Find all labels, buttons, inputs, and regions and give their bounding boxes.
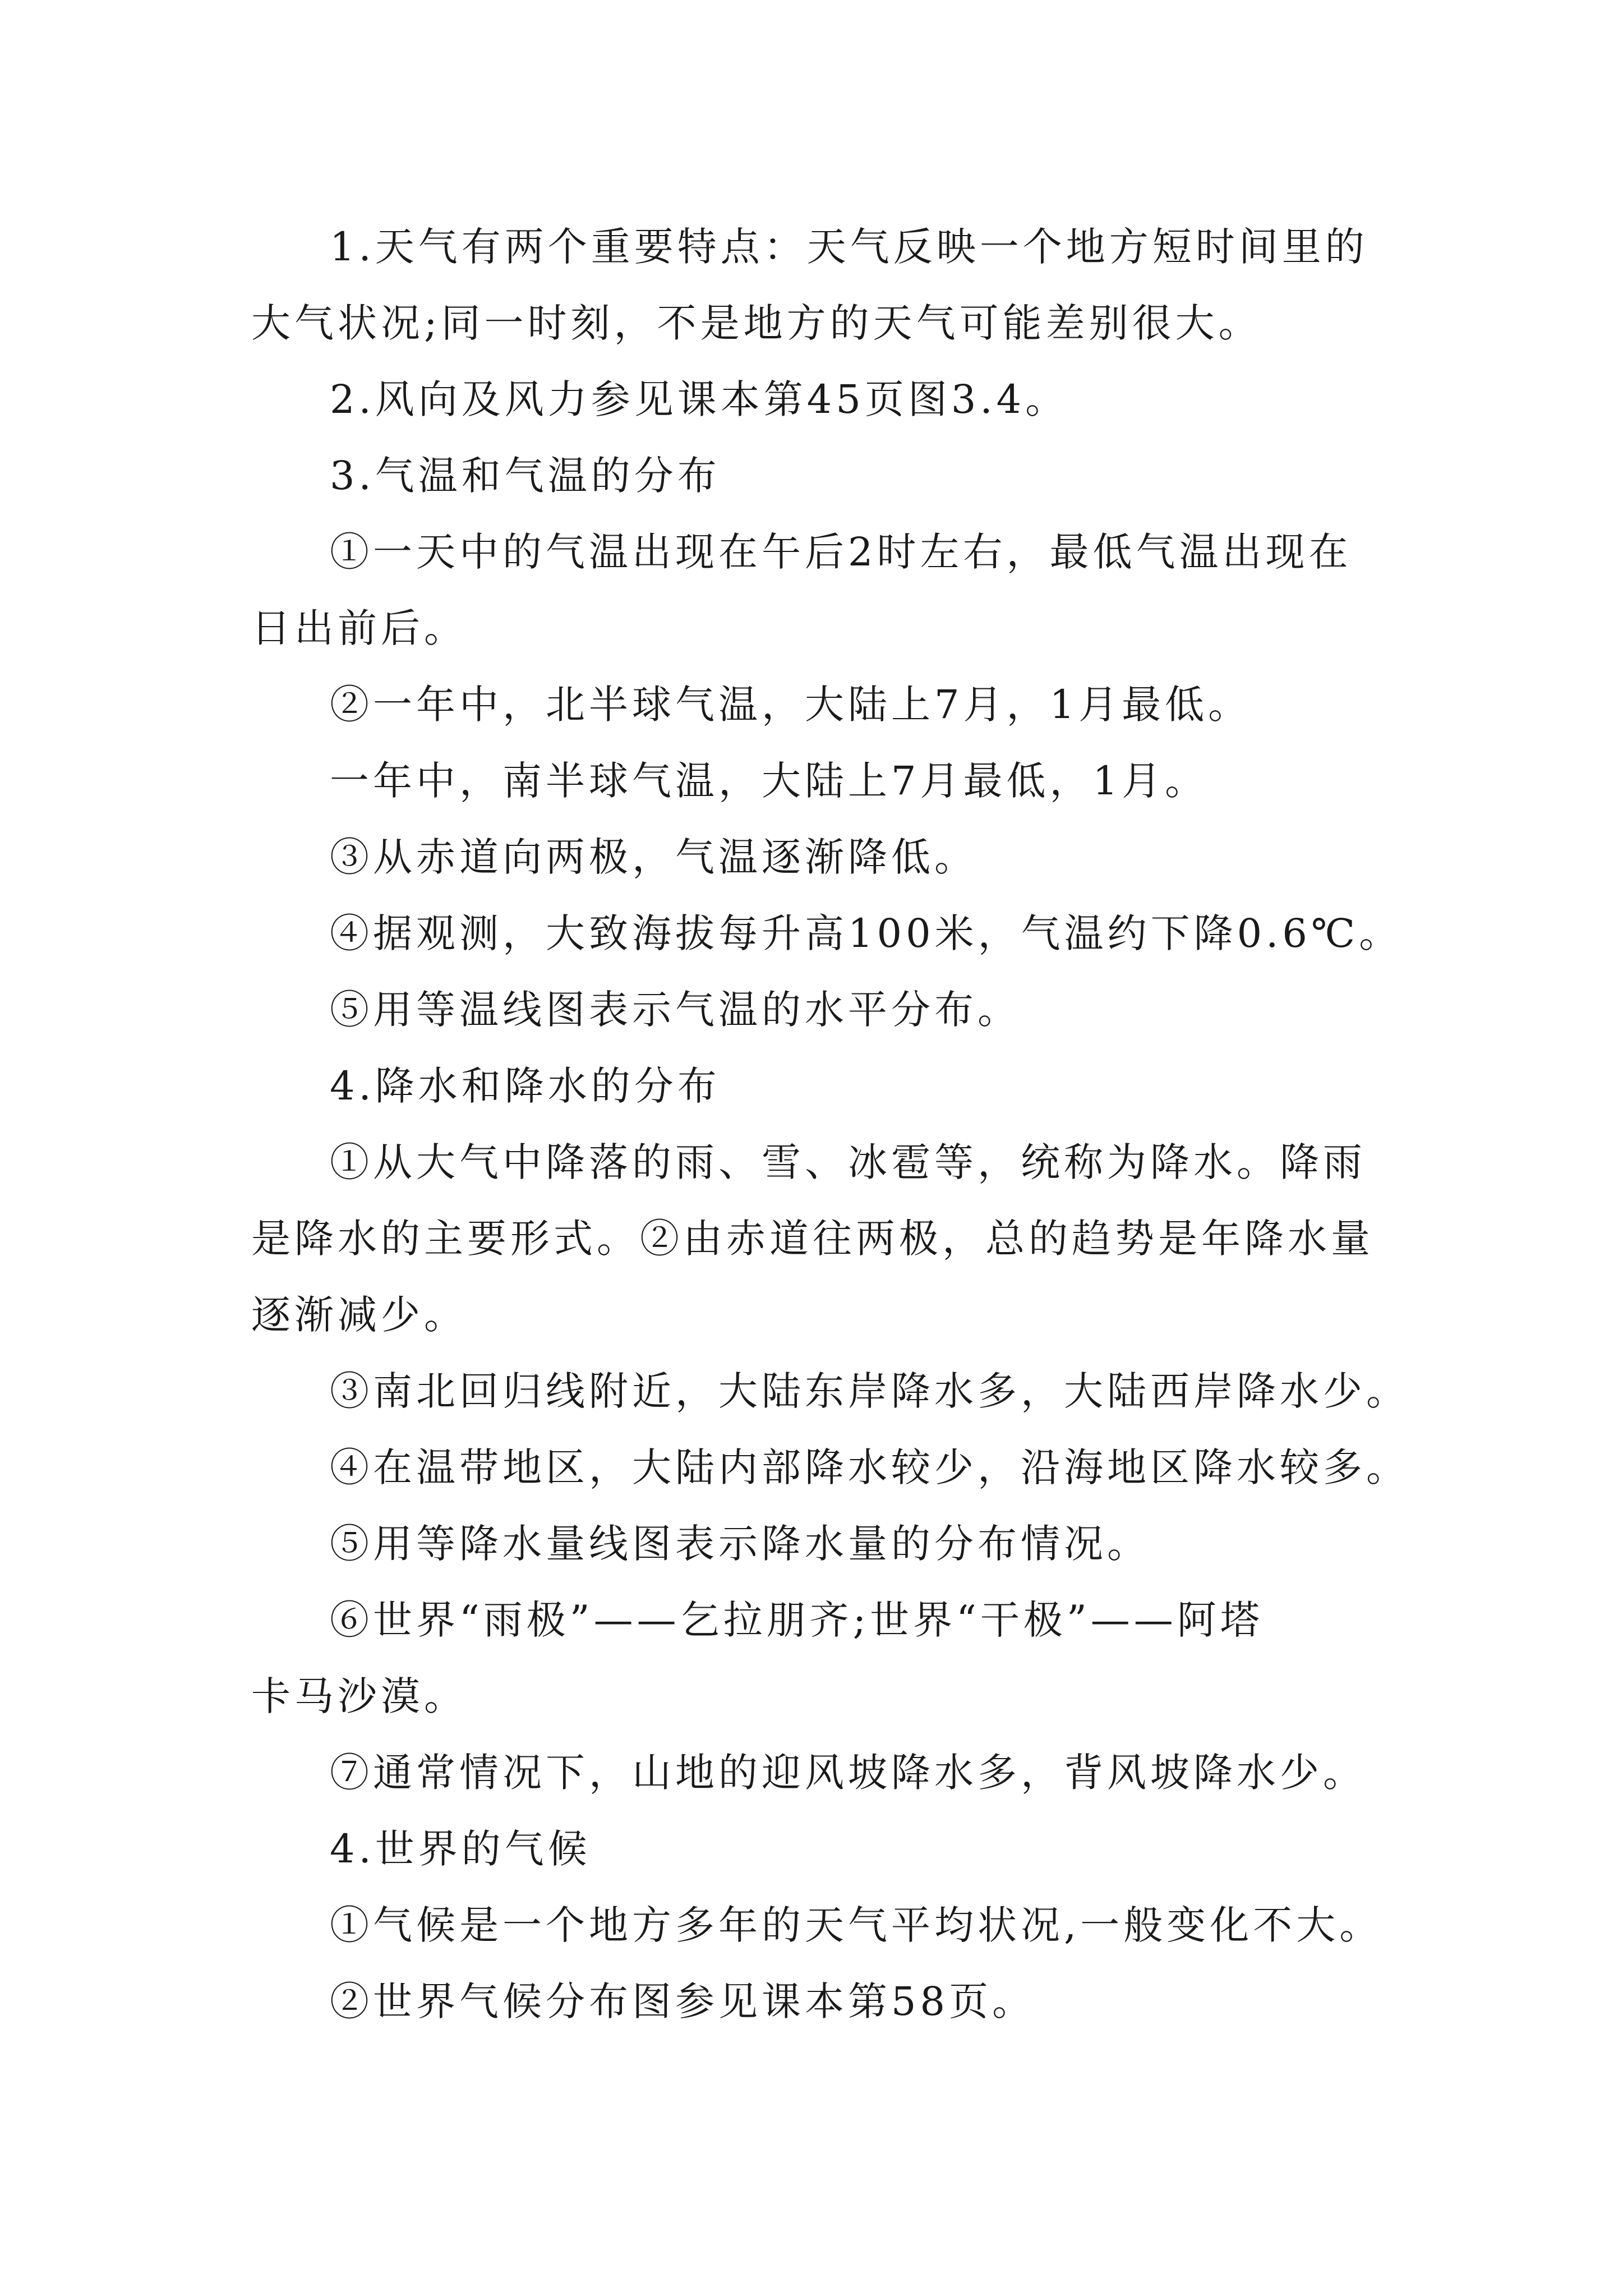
paragraph-line-temp-altitude: ④据观测，大致海拔每升高100米，气温约下降0.6℃。: [330, 910, 1403, 956]
paragraph-line-precip-tropics: ③南北回归线附近，大陆东岸降水多，大陆西岸降水少。: [330, 1368, 1409, 1414]
paragraph-line-poles: ⑥世界“雨极”——乞拉朋齐;世界“干极”——阿塔: [330, 1597, 1264, 1643]
section-heading-climate: 4.世界的气候: [330, 1826, 591, 1872]
section-heading-temperature: 3.气温和气温的分布: [330, 453, 721, 499]
paragraph-line-windward: ⑦通常情况下，山地的迎风坡降水多，背风坡降水少。: [330, 1750, 1366, 1796]
paragraph-line-precip-def-cont2: 逐渐减少。: [251, 1292, 467, 1338]
paragraph-line-temp-latitude: ③从赤道向两极，气温逐渐降低。: [330, 834, 978, 880]
paragraph-line-temp-daily: ①一天中的气温出现在午后2时左右，最低气温出现在: [330, 529, 1352, 575]
paragraph-line-isohyet: ⑤用等降水量线图表示降水量的分布情况。: [330, 1521, 1150, 1567]
paragraph-line-precip-def: ①从大气中降落的雨、雪、冰雹等，统称为降水。降雨: [330, 1139, 1366, 1185]
paragraph-line-temp-north: ②一年中，北半球气温，大陆上7月，1月最低。: [330, 682, 1252, 728]
paragraph-line-weather-features-cont: 大气状况;同一时刻，不是地方的天气可能差别很大。: [251, 300, 1262, 346]
document-body: [251, 209, 1409, 2040]
paragraph-line-poles-cont: 卡马沙漠。: [251, 1673, 467, 1719]
paragraph-line-climate-map: ②世界气候分布图参见课本第58页。: [330, 1978, 1036, 2024]
paragraph-line-precip-temperate: ④在温带地区，大陆内部降水较少，沿海地区降水较多。: [330, 1444, 1409, 1490]
paragraph-line-weather-features: 1.天气有两个重要特点：天气反映一个地方短时间里的: [330, 224, 1368, 270]
paragraph-line-temp-south: 一年中，南半球气温，大陆上7月最低，1月。: [330, 758, 1209, 804]
paragraph-line-temp-daily-cont: 日出前后。: [251, 605, 467, 651]
paragraph-line-climate-def: ①气候是一个地方多年的天气平均状况,一般变化不大。: [330, 1902, 1383, 1948]
paragraph-line-precip-def-cont: 是降水的主要形式。②由赤道往两极，总的趋势是年降水量: [251, 1216, 1374, 1262]
section-heading-precipitation: 4.降水和降水的分布: [330, 1063, 721, 1109]
paragraph-line-isotherm: ⑤用等温线图表示气温的水平分布。: [330, 987, 1021, 1033]
paragraph-line-wind: 2.风向及风力参见课本第45页图3.4。: [330, 376, 1069, 422]
